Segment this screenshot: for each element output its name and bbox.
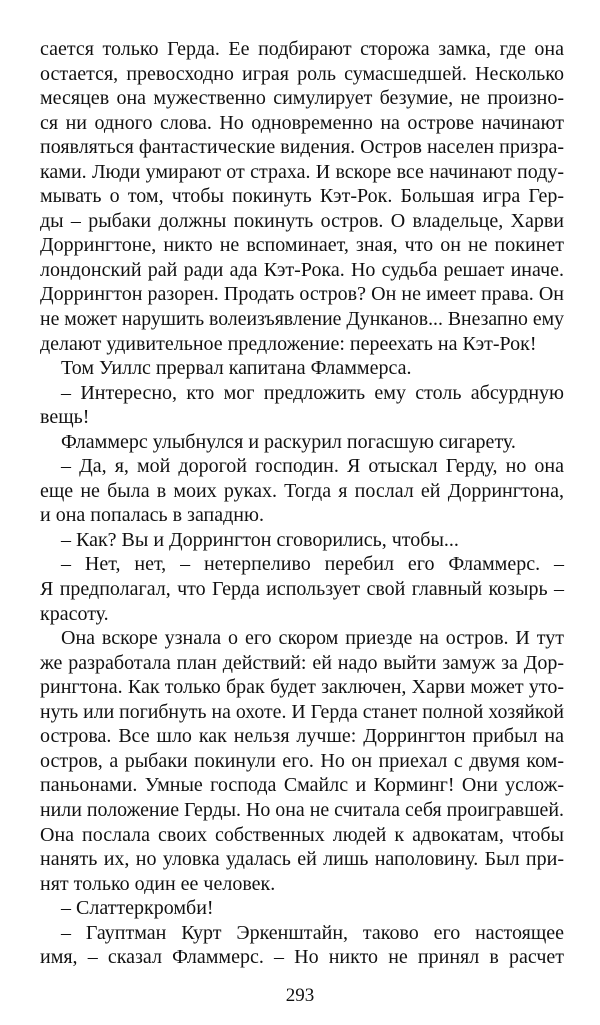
text-line: еще не была в моих руках. Тогда я послал ей Доррингтона, [40, 479, 564, 502]
text-line: – Интересно, кто мог предложить ему столь абсурдную [61, 381, 564, 404]
text-line: нанять их, но уловка удалась ей лишь наполовину. Был при- [40, 848, 564, 871]
text-line: остров, а рыбаки покинули его. Но он приехал с двумя ком- [40, 749, 564, 772]
text-line: нуть или погибнуть на охоте. И Герда станет полной хозяйкой [40, 700, 564, 723]
text-line: паньонами. Умные господа Смайлс и Корминг! Они услож- [40, 774, 564, 797]
text-line: острова. Все шло как нельзя лучше: Доррингтон прибыл на [40, 725, 564, 748]
text-line: красоту. [40, 602, 109, 625]
text-line: вещь! [40, 406, 90, 429]
text-line: Она послала своих собственных людей к адвокатам, чтобы [40, 823, 564, 846]
text-line: ками. Люди умирают от страха. И вскоре все начинают поду- [40, 160, 564, 183]
text-line: Я предполагал, что Герда использует свой главный козырь – [40, 578, 564, 601]
text-line: остается, превосходно играя роль сумасшедшей. Несколько [40, 62, 564, 85]
text-line: мывать о том, чтобы покинуть Кэт-Рок. Большая игра Гер- [40, 185, 564, 208]
text-line: нят только один ее человек. [40, 872, 276, 895]
text-line: месяцев она мужественно симулирует безумие, не произно- [40, 87, 564, 110]
text-line: Фламмерс улыбнулся и раскурил погасшую сигарету. [61, 430, 516, 453]
text-line: лондонский рай ради ада Кэт-Рока. Но судьба решает иначе. [40, 258, 564, 281]
text-line: Доррингтоне, никто не вспоминает, зная, что он не покинет [40, 234, 564, 257]
text-line: же разработала план действий: ей надо выйти замуж за Дор- [40, 651, 564, 674]
text-line: ды – рыбаки должны покинуть остров. О владельце, Харви [40, 209, 564, 232]
page-number: 293 [285, 985, 315, 1006]
text-line: Том Уиллс прервал капитана Фламмерса. [61, 357, 412, 380]
text-line: сается только Герда. Ее подбирают сторожа замка, где она [40, 38, 564, 60]
text-line: нили положение Герды. Но она не считала себя проигравшей. [40, 798, 564, 821]
text-line: рингтона. Как только брак будет заключен, Харви может уто- [40, 676, 564, 699]
text-line: не может нарушить волеизъявление Дунканов... Внезапно ему [40, 308, 564, 331]
text-line: – Нет, нет, – нетерпеливо перебил его Фламмерс. – [61, 553, 564, 576]
text-line: появляться фантастические видения. Остров населен призра- [40, 136, 564, 159]
book-page-text [40, 37, 564, 970]
text-line: – Гауптман Курт Эркенштайн, таково его настоящее [61, 921, 564, 944]
text-line: Она вскоре узнала о его скором приезде на остров. И тут [61, 627, 564, 650]
text-line: ся ни одного слова. Но одновременно на острове начинают [40, 111, 564, 134]
text-line: Доррингтон разорен. Продать остров? Он не имеет права. Он [40, 283, 564, 306]
text-line: делают удивительное предложение: переехать на Кэт-Рок! [40, 332, 537, 355]
text-line: и она попалась в западню. [40, 504, 264, 527]
text-line: – Да, я, мой дорогой господин. Я отыскал Герду, но она [61, 455, 564, 478]
text-line: имя, – сказал Фламмерс. – Но никто не принял в расчет [40, 946, 564, 969]
text-line: – Как? Вы и Доррингтон сговорились, чтобы... [61, 528, 459, 551]
text-line: – Слаттеркромби! [61, 897, 214, 920]
